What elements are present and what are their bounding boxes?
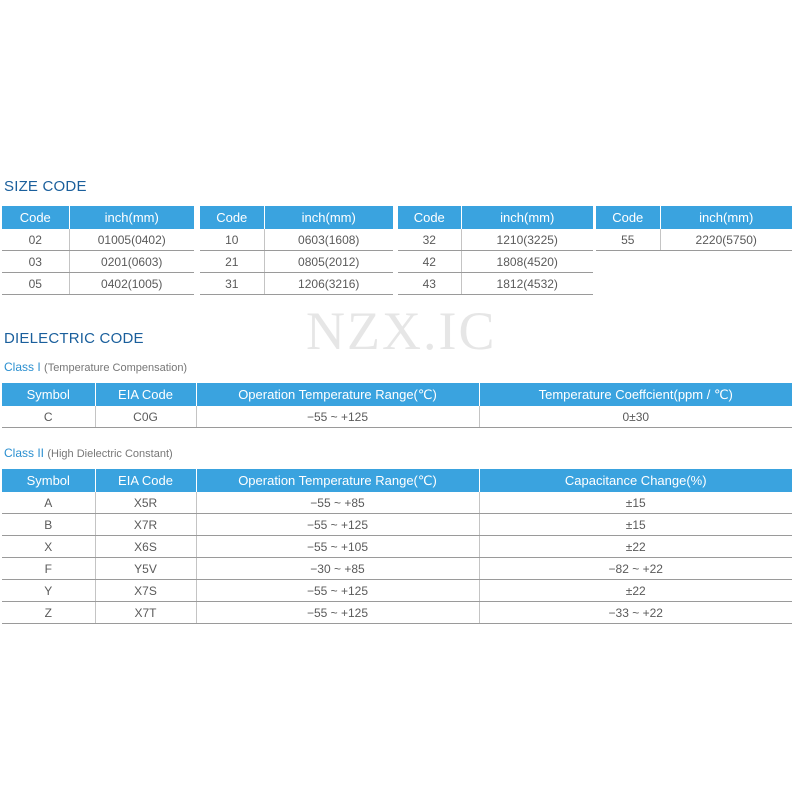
size-inch-cell: 0805(2012) <box>264 251 393 273</box>
size-table-1 <box>2 206 194 295</box>
size-inch-cell: 1210(3225) <box>461 229 593 251</box>
size-inch-cell: 1808(4520) <box>461 251 593 273</box>
size-header-code: Code <box>398 206 461 229</box>
col-header-capacitance: Capacitance Change(%) <box>479 469 792 492</box>
table-row <box>2 536 792 558</box>
table-row <box>2 558 792 580</box>
col-header-range: Operation Temperature Range(℃) <box>196 469 479 492</box>
symbol-cell: X <box>2 536 95 558</box>
table-row <box>200 251 393 273</box>
size-header-inch: inch(mm) <box>264 206 393 229</box>
size-inch-cell: 0201(0603) <box>69 251 194 273</box>
symbol-cell: B <box>2 514 95 536</box>
value-cell: ±15 <box>479 492 792 514</box>
eia-cell: X7S <box>95 580 196 602</box>
col-header-range: Operation Temperature Range(℃) <box>196 383 479 406</box>
size-code-cell: 43 <box>398 273 461 295</box>
dielectric-code-title: DIELECTRIC CODE <box>4 330 144 347</box>
size-code-cell: 55 <box>596 229 660 251</box>
value-cell: 0±30 <box>479 406 792 428</box>
size-header-inch: inch(mm) <box>461 206 593 229</box>
symbol-cell: Y <box>2 580 95 602</box>
table-row <box>398 251 593 273</box>
size-code-cell: 21 <box>200 251 264 273</box>
table-row <box>200 229 393 251</box>
symbol-cell: Z <box>2 602 95 624</box>
eia-cell: C0G <box>95 406 196 428</box>
table-row <box>2 273 194 295</box>
size-inch-cell: 0603(1608) <box>264 229 393 251</box>
size-inch-cell: 0402(1005) <box>69 273 194 295</box>
symbol-cell: F <box>2 558 95 580</box>
eia-cell: X7T <box>95 602 196 624</box>
table-row <box>596 229 792 251</box>
range-cell: −55 ~ +125 <box>196 602 479 624</box>
table-row <box>2 492 792 514</box>
class2-label <box>4 446 173 460</box>
size-header-code: Code <box>200 206 264 229</box>
size-code-cell: 42 <box>398 251 461 273</box>
eia-cell: X5R <box>95 492 196 514</box>
range-cell: −55 ~ +125 <box>196 580 479 602</box>
table-row <box>2 602 792 624</box>
class2-name: Class II <box>4 446 45 460</box>
size-inch-cell: 1206(3216) <box>264 273 393 295</box>
eia-cell: X6S <box>95 536 196 558</box>
col-header-symbol: Symbol <box>2 469 95 492</box>
size-code-cell: 31 <box>200 273 264 295</box>
size-header-inch: inch(mm) <box>660 206 792 229</box>
table-row <box>2 514 792 536</box>
range-cell: −55 ~ +125 <box>196 514 479 536</box>
eia-cell: Y5V <box>95 558 196 580</box>
table-row <box>2 251 194 273</box>
watermark-text: NZX.IC <box>306 301 497 361</box>
table-row <box>398 229 593 251</box>
table-row <box>398 273 593 295</box>
table-row <box>200 273 393 295</box>
size-code-cell: 05 <box>2 273 69 295</box>
size-code-cell: 03 <box>2 251 69 273</box>
value-cell: ±15 <box>479 514 792 536</box>
col-header-symbol: Symbol <box>2 383 95 406</box>
class1-table <box>2 383 792 428</box>
size-code-cell: 32 <box>398 229 461 251</box>
range-cell: −30 ~ +85 <box>196 558 479 580</box>
col-header-coefficient: Temperature Coeffcient(ppm / ℃) <box>479 383 792 406</box>
size-code-title: SIZE CODE <box>4 178 87 195</box>
size-code-cell: 10 <box>200 229 264 251</box>
value-cell: ±22 <box>479 580 792 602</box>
range-cell: −55 ~ +105 <box>196 536 479 558</box>
col-header-eia: EIA Code <box>95 469 196 492</box>
size-table-4 <box>596 206 792 251</box>
size-table-3 <box>398 206 593 295</box>
size-inch-cell: 1812(4532) <box>461 273 593 295</box>
class1-label <box>4 360 187 374</box>
eia-cell: X7R <box>95 514 196 536</box>
class2-table <box>2 469 792 624</box>
table-row <box>2 406 792 428</box>
size-header-code: Code <box>596 206 660 229</box>
table-row <box>2 580 792 602</box>
value-cell: −33 ~ +22 <box>479 602 792 624</box>
range-cell: −55 ~ +125 <box>196 406 479 428</box>
range-cell: −55 ~ +85 <box>196 492 479 514</box>
size-table-2 <box>200 206 393 295</box>
value-cell: ±22 <box>479 536 792 558</box>
class2-note: (High Dielectric Constant) <box>47 448 173 460</box>
symbol-cell: A <box>2 492 95 514</box>
size-header-code: Code <box>2 206 69 229</box>
col-header-eia: EIA Code <box>95 383 196 406</box>
size-inch-cell: 01005(0402) <box>69 229 194 251</box>
size-inch-cell: 2220(5750) <box>660 229 792 251</box>
value-cell: −82 ~ +22 <box>479 558 792 580</box>
size-code-cell: 02 <box>2 229 69 251</box>
table-row <box>2 229 194 251</box>
class1-name: Class I <box>4 360 41 374</box>
size-header-inch: inch(mm) <box>69 206 194 229</box>
symbol-cell: C <box>2 406 95 428</box>
class1-note: (Temperature Compensation) <box>44 362 188 374</box>
